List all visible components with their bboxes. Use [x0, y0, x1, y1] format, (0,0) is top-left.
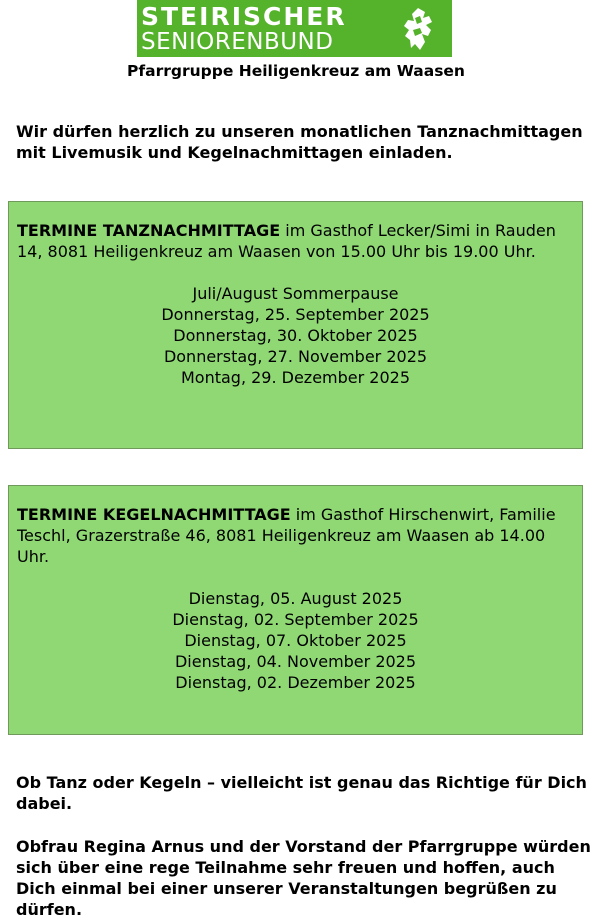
logo-line2: SENIORENBUND	[141, 28, 334, 55]
kegel-description	[17, 504, 574, 567]
tanz-description	[17, 220, 574, 262]
tanz-date: Montag, 29. Dezember 2025	[180, 368, 411, 387]
tanz-heading: TERMINE TANZNACHMITTAGE	[17, 221, 281, 240]
kegel-box	[8, 485, 583, 735]
kegel-heading: TERMINE KEGELNACHMITTAGE	[17, 505, 291, 524]
logo-line1: STEIRISCHER	[141, 1, 347, 31]
tanz-date: Juli/August Sommerpause	[192, 284, 399, 303]
subtitle: Pfarrgruppe Heiligenkreuz am Waasen	[127, 62, 465, 80]
panther-icon	[391, 0, 445, 57]
tanz-date-list	[17, 283, 574, 388]
kegel-date: Dienstag, 05. August 2025	[188, 589, 403, 608]
tanz-box	[8, 201, 583, 449]
kegel-date: Dienstag, 02. September 2025	[172, 610, 419, 629]
tanz-details: im Gasthof Lecker/Simi in Rauden 14, 8081 Heiligenkreuz am Waasen von 15.00 Uhr bis 19.00 Uhr.	[17, 221, 556, 261]
closing-invitation: Obfrau Regina Arnus und der Vorstand der Pfarrgruppe würden sich über eine rege Teilnahme sehr freuen und hoffen, auch Dich einmal bei einer unserer Veranstaltungen begrüßen zu dürfen.	[16, 837, 591, 919]
kegel-date: Dienstag, 04. November 2025	[174, 652, 417, 671]
logo-text	[137, 0, 391, 57]
kegel-date: Dienstag, 02. Dezember 2025	[175, 673, 416, 692]
closing-question: Ob Tanz oder Kegeln – vielleicht ist genau das Richtige für Dich dabei.	[16, 773, 587, 813]
tanz-date: Donnerstag, 27. November 2025	[163, 347, 428, 366]
logo	[137, 0, 452, 57]
intro-text: Wir dürfen herzlich zu unseren monatlichen Tanznachmittagen mit Livemusik und Kegelnachmittagen einladen.	[16, 122, 583, 162]
kegel-details: im Gasthof Hirschenwirt, Familie Teschl, Grazerstraße 46, 8081 Heiligenkreuz am Waasen ab 14.00 Uhr.	[17, 505, 556, 566]
tanz-date: Donnerstag, 30. Oktober 2025	[173, 326, 418, 345]
tanz-date: Donnerstag, 25. September 2025	[161, 305, 430, 324]
kegel-date: Dienstag, 07. Oktober 2025	[184, 631, 407, 650]
kegel-date-list	[17, 588, 574, 693]
